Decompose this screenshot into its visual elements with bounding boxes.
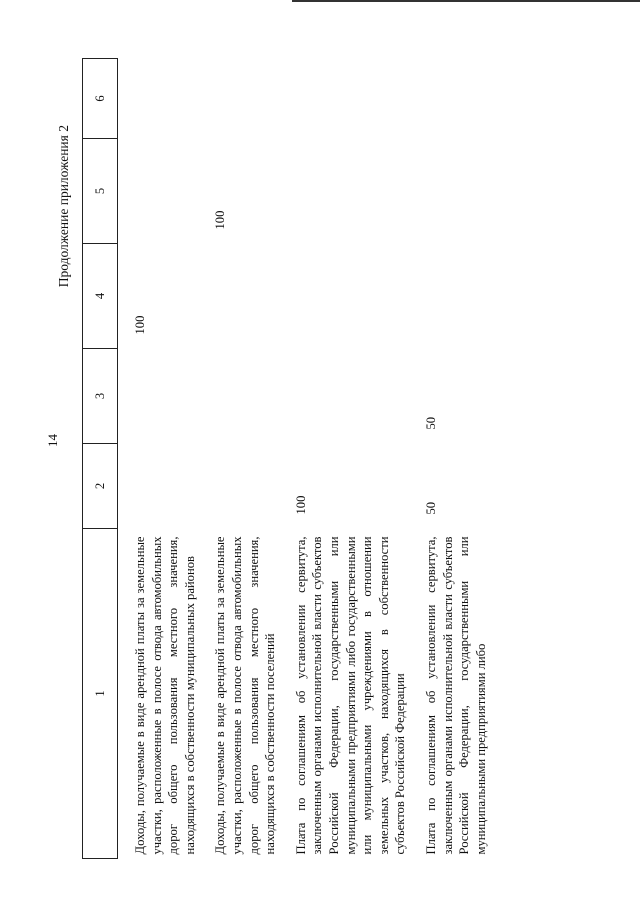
row-col-5 bbox=[293, 139, 423, 244]
revenue-distribution-table bbox=[82, 58, 489, 859]
row-col-2 bbox=[118, 444, 213, 529]
table-row bbox=[118, 59, 213, 859]
row-col-2: 50 bbox=[423, 501, 438, 515]
row-col-2: 100 bbox=[293, 495, 308, 515]
header-col-4: 4 bbox=[83, 244, 118, 349]
row-col-3 bbox=[118, 349, 213, 444]
header-col-1: 1 bbox=[83, 529, 118, 859]
row-col-3: 50 bbox=[423, 416, 438, 430]
row-col-5: 100 bbox=[213, 210, 228, 230]
table-row bbox=[293, 59, 423, 859]
row-col-5 bbox=[118, 139, 213, 244]
row-col-4: 100 bbox=[133, 315, 147, 335]
row-description: Плата по соглашениям об установлении сервитута, заключенным органами исполнительной власти субъектов Российской Федерации, государственными или муниципальными предприятиями либо bbox=[423, 536, 488, 855]
continuation-caption: Продолжение приложения 2 bbox=[56, 125, 71, 288]
row-col-4 bbox=[293, 244, 423, 349]
row-col-4 bbox=[212, 244, 292, 349]
header-col-2: 2 bbox=[83, 444, 118, 529]
row-col-2 bbox=[212, 444, 292, 529]
header-col-5: 5 bbox=[83, 139, 118, 244]
page-number: 14 bbox=[45, 434, 60, 447]
row-col-6 bbox=[118, 59, 213, 139]
row-description: Доходы, получаемые в виде арендной платы за земельные участки, расположенные в полосе отвода автомобильных дорог общего пользования местного значения, находящихся в собственности муниципальных районов bbox=[133, 536, 197, 855]
row-col-6 bbox=[423, 59, 489, 139]
header-col-3: 3 bbox=[83, 349, 118, 444]
row-col-3 bbox=[293, 349, 423, 444]
header-col-6: 6 bbox=[83, 59, 118, 139]
table-row bbox=[423, 59, 489, 859]
row-description: Доходы, получаемые в виде арендной платы за земельные участки, расположенные в полосе отвода автомобильных дорог общего пользования местного значения, находящихся в собственности поселений bbox=[213, 536, 278, 855]
row-col-5 bbox=[423, 139, 489, 244]
row-col-6 bbox=[212, 59, 292, 139]
row-col-3 bbox=[212, 349, 292, 444]
row-col-4 bbox=[423, 244, 489, 349]
table-row bbox=[212, 59, 292, 859]
header-row bbox=[83, 59, 118, 859]
row-col-6 bbox=[293, 59, 423, 139]
row-description: Плата по соглашениям об установлении сервитута, заключенным органами исполнительной власти субъектов Российской Федерации, государственными или муниципальными предприятиями либо государственными или муниципальными учреждениями в отношении земельных участков, находящихся в собственности субъектов Российской Федерации bbox=[293, 536, 408, 855]
